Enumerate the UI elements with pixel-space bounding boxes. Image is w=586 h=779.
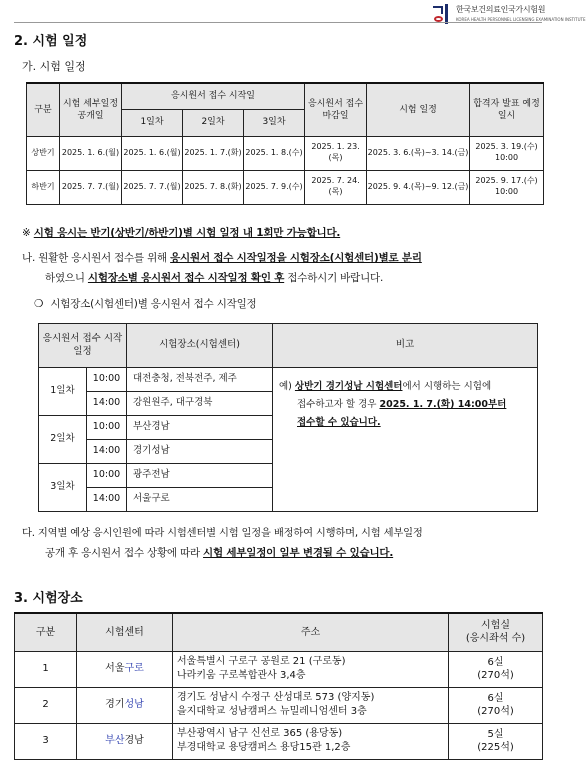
para-b-line1	[22, 250, 422, 265]
row-day1: 2025. 1. 6.(월)	[122, 136, 183, 170]
remark-cell	[273, 368, 538, 512]
header-rooms-sub: (응시좌석 수)	[465, 633, 526, 645]
para-b-text3: 접수하시기 바랍니다.	[284, 272, 384, 284]
para-b-underline2: 시험장소별 응시원서 접수 시작일정 확인 후	[87, 272, 285, 284]
table-row	[15, 687, 543, 723]
row-no: 1	[15, 651, 77, 687]
header-exam-date: 시험 일정	[367, 83, 470, 136]
para-c-marker: 다.	[22, 527, 35, 539]
row-address	[173, 687, 449, 723]
row-address	[173, 651, 449, 687]
slot-place: 광주전남	[127, 464, 273, 488]
table-row	[27, 170, 544, 204]
exam-place-table	[14, 612, 543, 760]
para-c-text2: 공개 후 응시원서 접수 상황에 따라	[45, 547, 204, 559]
header-divider	[14, 22, 542, 23]
table-row	[39, 368, 538, 392]
row-category: 상반기	[27, 136, 60, 170]
row-exam: 2025. 3. 6.(목)~3. 14.(금)	[367, 136, 470, 170]
header-result: 합격자 발표 예정일시	[470, 83, 544, 136]
header-category: 구분	[27, 83, 60, 136]
row-day2: 2025. 7. 8.(화)	[183, 170, 244, 204]
row-rooms	[449, 651, 543, 687]
row-announce: 2025. 1. 6.(월)	[60, 136, 122, 170]
schedule-table	[26, 82, 544, 205]
note-star: ※	[22, 227, 31, 239]
address-line2: 을지대학교 성남캠퍼스 뉴밀레니엄센터 3층	[177, 706, 367, 717]
result-time: 10:00	[495, 153, 519, 162]
row-rooms	[449, 687, 543, 723]
header-start: 응시원서 접수 시작일정	[39, 324, 127, 368]
slot-time: 10:00	[87, 464, 127, 488]
table-row	[27, 136, 544, 170]
slot-time: 10:00	[87, 416, 127, 440]
center-schedule-table	[38, 323, 538, 512]
center-city: 성남	[124, 699, 144, 711]
row-no: 3	[15, 723, 77, 759]
seats-count: (225석)	[477, 742, 514, 753]
remark-prefix: 예)	[279, 381, 292, 392]
slot-time: 10:00	[87, 368, 127, 392]
header-center: 시험센터	[77, 613, 173, 651]
para-c-line1	[22, 524, 423, 539]
remark-u3: 접수할 수 있습니다.	[297, 417, 381, 429]
day-label: 3일차	[39, 464, 87, 512]
section-title-place: 3. 시험장소	[14, 591, 83, 606]
bullet-center-schedule	[34, 296, 256, 311]
slot-place: 부산경남	[127, 416, 273, 440]
center-city: 경남	[124, 735, 144, 747]
row-deadline: 2025. 1. 23.(목)	[305, 136, 367, 170]
address-line2: 부경대학교 용당캠퍼스 용당15관 1,2층	[177, 742, 351, 753]
rooms-count: 6실	[487, 692, 504, 704]
para-b-marker: 나.	[22, 252, 36, 264]
slot-place: 경기성남	[127, 440, 273, 464]
header-receipt-start: 응시원서 접수 시작일	[122, 83, 305, 109]
row-result	[470, 136, 544, 170]
table-row	[15, 723, 543, 759]
table-row	[15, 651, 543, 687]
header-day2: 2일차	[183, 109, 244, 136]
slot-place: 서울구로	[127, 488, 273, 512]
center-region: 부산	[105, 735, 125, 747]
header-rooms	[449, 613, 543, 651]
header-rooms-label: 시험실	[481, 619, 510, 631]
center-region: 서울	[105, 663, 125, 675]
row-day3: 2025. 7. 9.(수)	[244, 170, 305, 204]
header-address: 주소	[173, 613, 449, 651]
result-date: 2025. 3. 19.(수)	[475, 142, 538, 152]
para-c-line2	[45, 545, 393, 560]
para-c-text: 지역별 예상 응시인원에 따라 시험센터별 시험 일정을 배정하여 시행하며, 시험 세부일정	[37, 527, 423, 539]
row-rooms	[449, 723, 543, 759]
row-address	[173, 723, 449, 759]
seats-count: (270석)	[477, 670, 514, 681]
row-exam: 2025. 9. 4.(목)~9. 12.(금)	[367, 170, 470, 204]
slot-time: 14:00	[87, 488, 127, 512]
note-once-per-half	[22, 225, 340, 240]
day-label: 2일차	[39, 416, 87, 464]
slot-place: 강원원주, 대구경북	[127, 392, 273, 416]
header-no: 구분	[15, 613, 77, 651]
circle-bullet-icon: ❍	[34, 298, 44, 310]
row-day2: 2025. 1. 7.(화)	[183, 136, 244, 170]
address-line1: 부산광역시 남구 신선로 365 (용당동)	[177, 727, 343, 739]
address-line1: 서울특별시 구로구 공원로 21 (구로동)	[177, 655, 346, 667]
remark-u1: 상반기 경기성남 시험센터	[294, 381, 403, 392]
row-no: 2	[15, 687, 77, 723]
remark-t1: 에서 시행하는 시험에	[402, 381, 492, 392]
row-center	[77, 651, 173, 687]
bullet-title: 시험장소(시험센터)별 응시원서 접수 시작일정	[50, 298, 257, 310]
row-category: 하반기	[27, 170, 60, 204]
header-detail-announce: 시험 세부일정 공개일	[60, 83, 122, 136]
row-result	[470, 170, 544, 204]
address-line2: 나라키움 구로복합관사 3,4층	[177, 670, 306, 681]
slot-time: 14:00	[87, 440, 127, 464]
result-time: 10:00	[495, 187, 519, 196]
note-text: 시험 응시는 반기(상반기/하반기)별 시험 일정 내 1회만 가능합니다.	[33, 227, 341, 239]
rooms-count: 5실	[487, 728, 504, 740]
para-b-line2	[45, 270, 383, 285]
section-title-schedule: 2. 시험 일정	[14, 34, 88, 49]
row-day3: 2025. 1. 8.(수)	[244, 136, 305, 170]
row-announce: 2025. 7. 7.(월)	[60, 170, 122, 204]
para-b-underline: 응시원서 접수 시작일정을 시험장소(시험센터)별로 분리	[170, 252, 422, 264]
address-line1: 경기도 성남시 수정구 산성대로 573 (양지동)	[177, 691, 375, 703]
header-place: 시험장소(시험센터)	[127, 324, 273, 368]
para-c-underline: 시험 세부일정이 일부 변경될 수 있습니다.	[203, 547, 394, 559]
remark-t2: 접수하고자 할 경우	[297, 399, 380, 411]
day-label: 1일차	[39, 368, 87, 416]
seats-count: (270석)	[477, 706, 514, 717]
slot-place: 대전충청, 전북전주, 제주	[127, 368, 273, 392]
para-b-text: 원활한 응시원서 접수를 위해	[38, 252, 171, 264]
subtitle-schedule: 가. 시험 일정	[22, 60, 86, 73]
para-b-text2: 하였으니	[45, 272, 88, 284]
logo-english-name: KOREA HEALTH PERSONNEL LICENSING EXAMINATION INSTITUTE	[456, 17, 586, 22]
row-day1: 2025. 7. 7.(월)	[122, 170, 183, 204]
row-center	[77, 723, 173, 759]
remark-u2: 2025. 1. 7.(화) 14:00부터	[379, 399, 507, 411]
center-city: 구로	[124, 663, 144, 675]
header-day1: 1일차	[122, 109, 183, 136]
row-deadline: 2025. 7. 24.(목)	[305, 170, 367, 204]
result-date: 2025. 9. 17.(수)	[475, 176, 538, 186]
row-center	[77, 687, 173, 723]
center-region: 경기	[105, 699, 125, 711]
rooms-count: 6실	[487, 656, 504, 668]
header-receipt-deadline: 응시원서 접수 마감일	[305, 83, 367, 136]
slot-time: 14:00	[87, 392, 127, 416]
header-day3: 3일차	[244, 109, 305, 136]
header-remark: 비고	[273, 324, 538, 368]
logo-name: 한국보건의료인국가시험원	[456, 5, 546, 14]
